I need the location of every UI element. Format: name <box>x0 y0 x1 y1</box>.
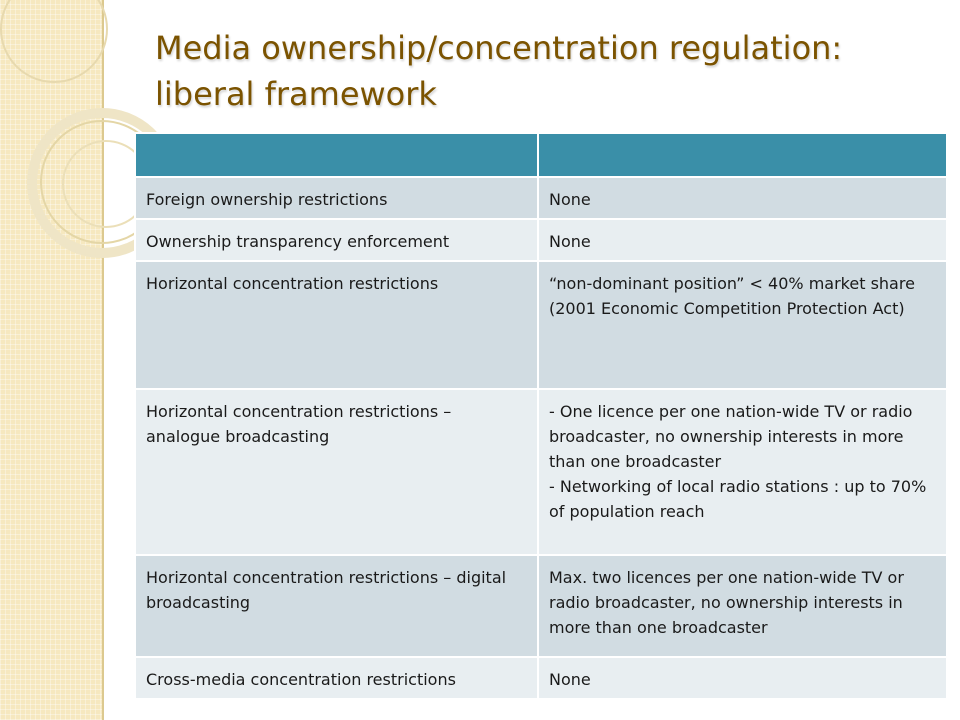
decorative-side-band <box>0 0 104 720</box>
row-label: Ownership transparency enforcement <box>135 219 538 261</box>
row-value <box>538 555 947 657</box>
table-row <box>135 389 947 555</box>
table-header-cell <box>135 133 538 177</box>
row-label: Horizontal concentration restrictions <box>135 261 538 389</box>
row-value <box>538 177 947 219</box>
table-row <box>135 657 947 699</box>
row-label: Horizontal concentration restrictions – analogue broadcasting <box>135 389 538 555</box>
slide-title-line: liberal framework <box>155 75 437 113</box>
row-label: Horizontal concentration restrictions – digital broadcasting <box>135 555 538 657</box>
row-value <box>538 219 947 261</box>
table-header-row <box>135 133 947 177</box>
table-row <box>135 555 947 657</box>
row-label: Cross-media concentration restrictions <box>135 657 538 699</box>
row-value-line: Max. two licences per one nation-wide TV or radio broadcaster, no ownership interests in more than one broadcaster <box>549 568 904 637</box>
row-value-line: None <box>549 670 591 689</box>
row-value <box>538 261 947 389</box>
table-header-cell <box>538 133 947 177</box>
row-value <box>538 389 947 555</box>
row-value-line: None <box>549 190 591 209</box>
table-row <box>135 177 947 219</box>
row-label: Foreign ownership restrictions <box>135 177 538 219</box>
row-value-line: “non-dominant position” < 40% market share <box>549 274 915 293</box>
row-value-line: - One licence per one nation-wide TV or radio broadcaster, no ownership interests in more than one broadcaster <box>549 402 913 471</box>
table-row <box>135 219 947 261</box>
slide-title <box>155 25 945 117</box>
table-row <box>135 261 947 389</box>
regulation-table <box>134 132 948 700</box>
slide-title-line: Media ownership/concentration regulation: <box>155 29 843 67</box>
row-value-line: (2001 Economic Competition Protection Act) <box>549 299 905 318</box>
row-value-line: None <box>549 232 591 251</box>
row-value <box>538 657 947 699</box>
row-value-line: - Networking of local radio stations : up to 70% of population reach <box>549 477 927 521</box>
